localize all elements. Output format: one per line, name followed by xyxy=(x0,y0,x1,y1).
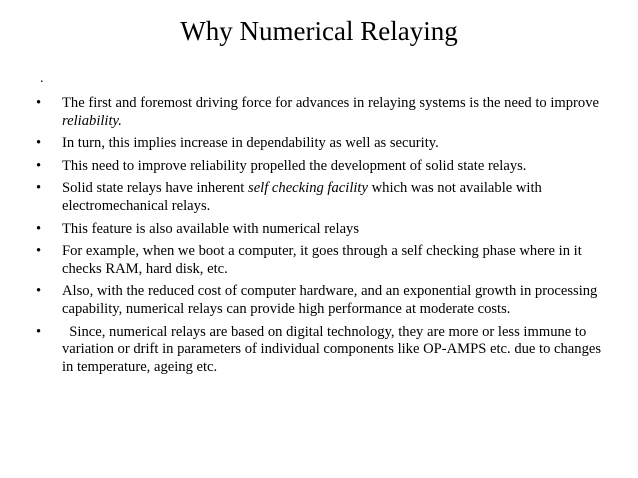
bullet-text: In turn, this implies increase in dependability as well as security. xyxy=(62,135,439,152)
bullet-item-cost xyxy=(36,283,604,318)
bullet-item-dependability xyxy=(36,135,604,153)
bullet-emphasis: reliability. xyxy=(62,112,122,129)
bullet-text: Since, numerical relays are based on digital technology, they are more or less immune to variation or drift in parameters of individual components like OP-AMPS etc. due to changes in temperature, ageing etc. xyxy=(62,323,602,375)
bullet-text: Solid state relays have inherent xyxy=(62,180,249,197)
bullet-text: The first and foremost driving force for advances in relaying systems is the need to improve xyxy=(62,95,599,111)
slide-title: Why Numerical Relaying xyxy=(180,16,458,46)
bullet-text: This feature is also available with numerical relays xyxy=(62,220,360,237)
bullet-item-example xyxy=(36,243,604,278)
bullet-item-digital xyxy=(36,324,604,377)
bullet-text: For example, when we boot a computer, it goes through a self checking phase where in it checks RAM, hard disk, etc. xyxy=(62,243,582,277)
bullet-list xyxy=(36,95,604,381)
bullet-emphasis: self checking facility xyxy=(248,180,368,197)
bullet-icon: • xyxy=(36,180,42,197)
bullet-icon: • xyxy=(36,135,42,152)
bullet-text-tail: which was not available with electromechanical relays. xyxy=(62,180,542,214)
bullet-icon: • xyxy=(36,323,42,340)
bullet-item-self-checking xyxy=(36,180,604,215)
bullet-item-solid-state xyxy=(36,158,604,176)
bullet-icon: • xyxy=(36,283,42,300)
bullet-item-reliability xyxy=(36,95,604,130)
bullet-text: Also, with the reduced cost of computer hardware, and an exponential growth in processing capability, numerical relays can provide high performance at moderate costs. xyxy=(62,283,598,317)
bullet-icon: • xyxy=(36,220,42,237)
bullet-icon: • xyxy=(36,243,42,260)
bullet-icon: • xyxy=(36,95,42,111)
bullet-icon: • xyxy=(36,157,42,174)
bullet-item-feature xyxy=(36,221,604,239)
bullet-text: This need to improve reliability propelled the development of solid state relays. xyxy=(62,157,527,174)
stray-dot: . xyxy=(40,71,44,86)
